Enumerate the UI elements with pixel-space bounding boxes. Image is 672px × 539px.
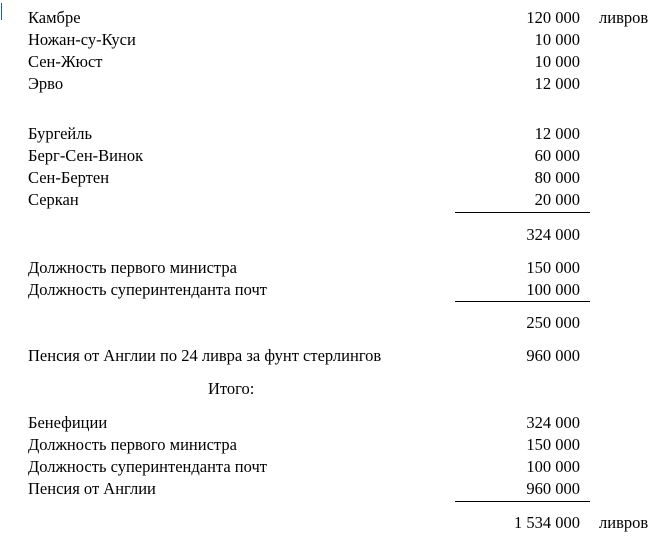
list-item	[0, 412, 672, 434]
list-item	[0, 7, 672, 29]
list-item	[0, 434, 672, 456]
item-amount: 100 000	[526, 280, 580, 299]
sum-rule	[455, 301, 590, 302]
item-label: Берг-Сен-Винок	[28, 146, 144, 165]
list-item	[0, 51, 672, 73]
item-amount: 10 000	[534, 52, 580, 71]
list-item	[0, 478, 672, 500]
item-amount: 12 000	[534, 124, 580, 143]
item-amount: 10 000	[534, 30, 580, 49]
item-amount: 150 000	[526, 258, 580, 277]
total-heading: Итого:	[208, 379, 255, 398]
item-label: Должность первого министра	[28, 435, 237, 454]
list-item	[0, 456, 672, 478]
sum-rule	[455, 501, 590, 502]
list-item	[0, 29, 672, 51]
item-label: Должность суперинтенданта почт	[28, 457, 267, 476]
list-item	[0, 345, 672, 367]
item-label: Должность суперинтенданта почт	[28, 280, 267, 299]
list-item	[0, 189, 672, 211]
currency-unit: ливров	[599, 8, 649, 27]
item-label: Эрво	[28, 74, 64, 93]
item-amount: 80 000	[534, 168, 580, 187]
list-item	[0, 145, 672, 167]
item-label: Серкан	[28, 190, 79, 209]
grand-total-amount: 1 534 000	[514, 513, 580, 532]
item-amount: 960 000	[526, 479, 580, 498]
item-amount: 324 000	[526, 413, 580, 432]
item-label: Пенсия от Англии	[28, 479, 156, 498]
item-label: Должность первого министра	[28, 258, 237, 277]
item-amount: 100 000	[526, 457, 580, 476]
item-label: Ножан-су-Куси	[28, 30, 136, 49]
item-amount: 12 000	[534, 74, 580, 93]
item-label: Камбре	[28, 8, 81, 27]
list-item	[0, 73, 672, 95]
item-label: Сен-Жюст	[28, 52, 103, 71]
item-label: Пенсия от Англии по 24 ливра за фунт стерлингов	[28, 346, 382, 365]
item-amount: 120 000	[526, 8, 580, 27]
list-item	[0, 167, 672, 189]
item-label: Сен-Бертен	[28, 168, 110, 187]
item-amount: 960 000	[526, 346, 580, 365]
list-item	[0, 257, 672, 279]
item-amount: 60 000	[534, 146, 580, 165]
subtotal-row	[0, 312, 672, 334]
list-item	[0, 279, 672, 301]
sum-rule	[455, 212, 590, 213]
item-amount: 150 000	[526, 435, 580, 454]
total-heading-row	[0, 378, 672, 400]
subtotal-row	[0, 224, 672, 246]
list-item	[0, 123, 672, 145]
offices-subtotal: 250 000	[526, 313, 580, 332]
item-label: Бенефиции	[28, 413, 108, 432]
item-label: Бургейль	[28, 124, 93, 143]
grand-total-row	[0, 512, 672, 534]
item-amount: 20 000	[534, 190, 580, 209]
benefices-subtotal: 324 000	[526, 225, 580, 244]
currency-unit: ливров	[599, 513, 649, 532]
